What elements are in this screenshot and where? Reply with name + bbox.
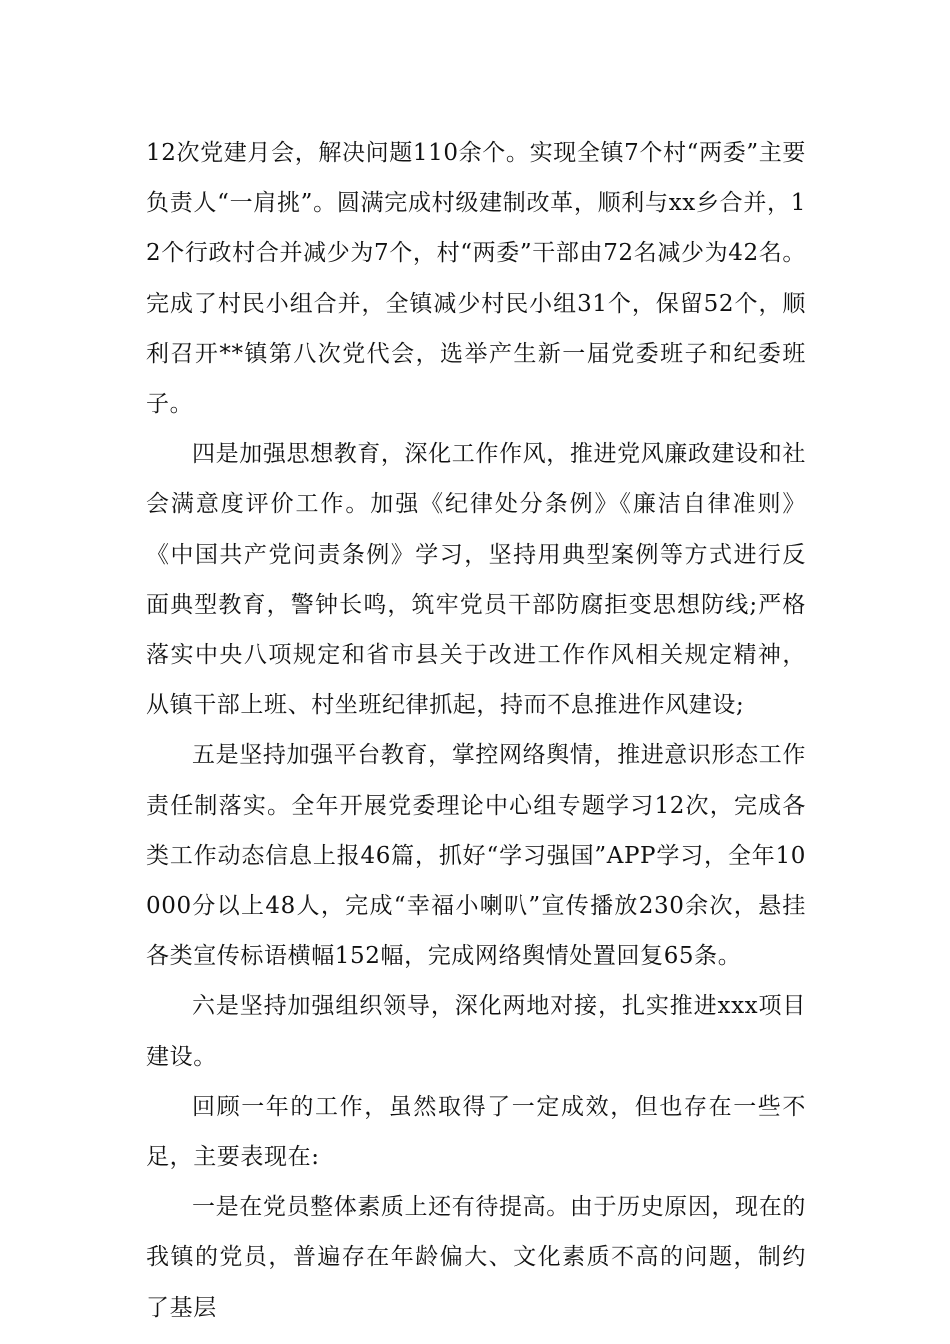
paragraph-6: 一是在党员整体素质上还有待提高。由于历史原因，现在的我镇的党员，普遍存在年龄偏大、文化素质不高的问题，制约了基层 (146, 1194, 806, 1321)
document-page (146, 128, 806, 1333)
paragraph-3: 五是坚持加强平台教育，掌控网络舆情，推进意识形态工作责任制落实。全年开展党委理论中心组专题学习12次，完成各类工作动态信息上报46篇，抓好“学习强国”APP学习，全年10000分以上48人，完成“幸福小喇叭”宣传播放230余次，悬挂各类宣传标语横幅152幅，完成网络舆情处置回复65条。 (146, 742, 806, 970)
paragraph-5: 回顾一年的工作，虽然取得了一定成效，但也存在一些不足，主要表现在: (146, 1093, 806, 1171)
paragraph-1: 12次党建月会，解决问题110余个。实现全镇7个村“两委”主要负责人“一肩挑”。圆满完成村级建制改革，顺利与xx乡合并，12个行政村合并减少为7个，村“两委”干部由72名减少为42名。完成了村民小组合并，全镇减少村民小组31个，保留52个，顺利召开**镇第八次党代会，选举产生新一届党委班子和纪委班子。 (146, 140, 806, 418)
paragraph-4: 六是坚持加强组织领导，深化两地对接，扎实推进xxx项目建设。 (146, 993, 806, 1070)
paragraph-2: 四是加强思想教育，深化工作作风，推进党风廉政建设和社会满意度评价工作。加强《纪律处分条例》《廉洁自律准则》《中国共产党问责条例》学习，坚持用典型案例等方式进行反面典型教育，警钟长鸣，筑牢党员干部防腐拒变思想防线;严格落实中央八项规定和省市县关于改进工作作风相关规定精神，从镇干部上班、村坐班纪律抓起，持而不息推进作风建设; (146, 441, 806, 719)
